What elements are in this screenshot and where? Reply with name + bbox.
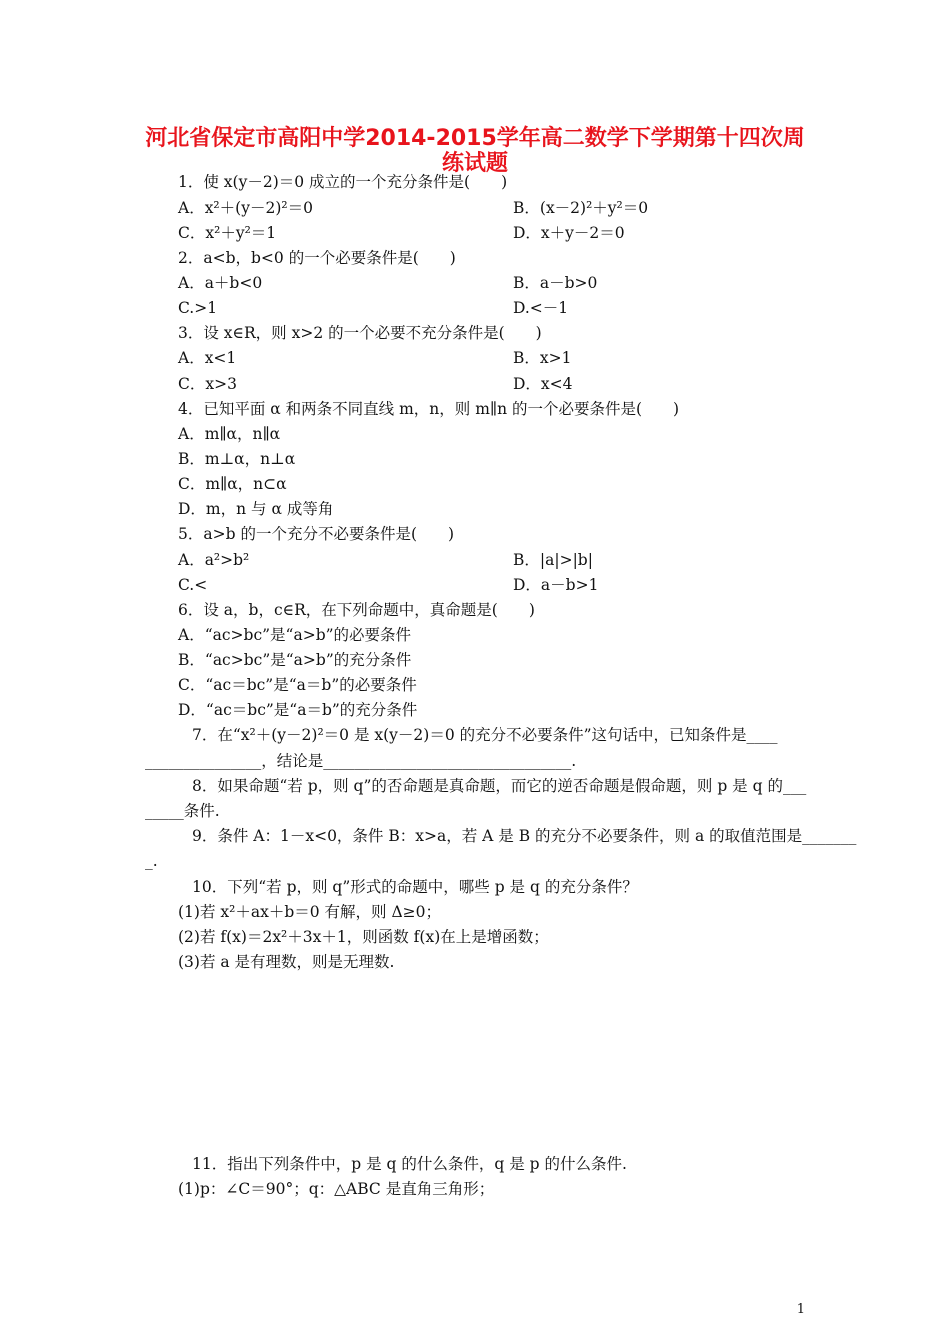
text-line: A．“ac>bc”是“a>b”的必要条件 [178,626,412,644]
document-title-continued: 练试题 [441,151,508,176]
text-line: B．(x－2)²＋y²＝0 [513,199,649,217]
text-line: 7．在“x²＋(y－2)²＝0 是 x(y－2)＝0 的充分不必要条件”这句话中，已知条件是____ [192,726,778,744]
text-line: B．a－b>0 [513,274,598,292]
text-line: (3)若 a 是有理数，则是无理数. [178,953,395,971]
text-line: D．“ac＝bc”是“a＝b”的充分条件 [178,701,418,719]
text-line: 11．指出下列条件中，p 是 q 的什么条件，q 是 p 的什么条件. [192,1155,627,1173]
text-line: A．a＋b<0 [178,274,263,292]
document-title: 河北省保定市高阳中学2014-2015学年高二数学下学期第十四次周 [145,126,805,151]
text-line: D．m，n 与 α 成等角 [178,500,334,518]
text-line: D．x＋y－2＝0 [513,224,625,242]
text-line: 3．设 x∈R，则 x>2 的一个必要不充分条件是( ) [178,324,542,342]
text-line: 5．a>b 的一个充分不必要条件是( ) [178,525,455,543]
text-line: C.< [178,576,208,594]
text-line: 9．条件 A：1－x<0，条件 B：x>a，若 A 是 B 的充分不必要条件，则 a 的取值范围是_______ [192,827,857,845]
text-line: 10．下列“若 p，则 q”形式的命题中，哪些 p 是 q 的充分条件？ [192,878,638,896]
text-line: C．x>3 [178,375,237,393]
text-line: A．a²>b² [178,551,250,569]
text-line: 8．如果命题“若 p，则 q”的否命题是真命题，而它的逆否命题是假命题，则 p 是 q 的___ [192,777,807,795]
text-line: C．“ac＝bc”是“a＝b”的必要条件 [178,676,417,694]
text-line: A．x²＋(y－2)²＝0 [178,199,313,217]
page-number: 1 [796,1302,805,1317]
text-line: D．x<4 [513,375,573,393]
text-line: 1．使 x(y－2)＝0 成立的一个充分条件是( ) [178,173,508,191]
text-line: B．“ac>bc”是“a>b”的充分条件 [178,651,412,669]
text-line: _. [145,852,158,870]
text-line: B．x>1 [513,349,572,367]
text-line: 2．a<b，b<0 的一个必要条件是( ) [178,249,456,267]
text-line: (2)若 f(x)＝2x²＋3x＋1，则函数 f(x)在上是增函数； [178,928,549,946]
text-line: D．a－b>1 [513,576,599,594]
text-line: B．m⊥α，n⊥α [178,450,296,468]
text-line: C.>1 [178,299,218,317]
text-line: (1)若 x²＋ax＋b＝0 有解，则 Δ≥0； [178,903,442,921]
text-line: A．x<1 [178,349,237,367]
text-line: _____条件. [145,802,220,820]
text-line: (1)p：∠C＝90°；q：△ABC 是直角三角形； [178,1180,495,1198]
text-line: C．x²＋y²＝1 [178,224,277,242]
text-line: B．|a|>|b| [513,551,593,569]
text-line: 4．已知平面 α 和两条不同直线 m，n，则 m∥n 的一个必要条件是( ) [178,400,680,418]
text-line: 6．设 a，b，c∈R，在下列命题中，真命题是( ) [178,601,535,619]
text-line: _______________，结论是________________________________. [145,752,577,770]
text-line: A．m∥α，n∥α [178,425,281,443]
text-line: C．m∥α，n⊂α [178,475,287,493]
text-line: D.<－1 [513,299,569,317]
